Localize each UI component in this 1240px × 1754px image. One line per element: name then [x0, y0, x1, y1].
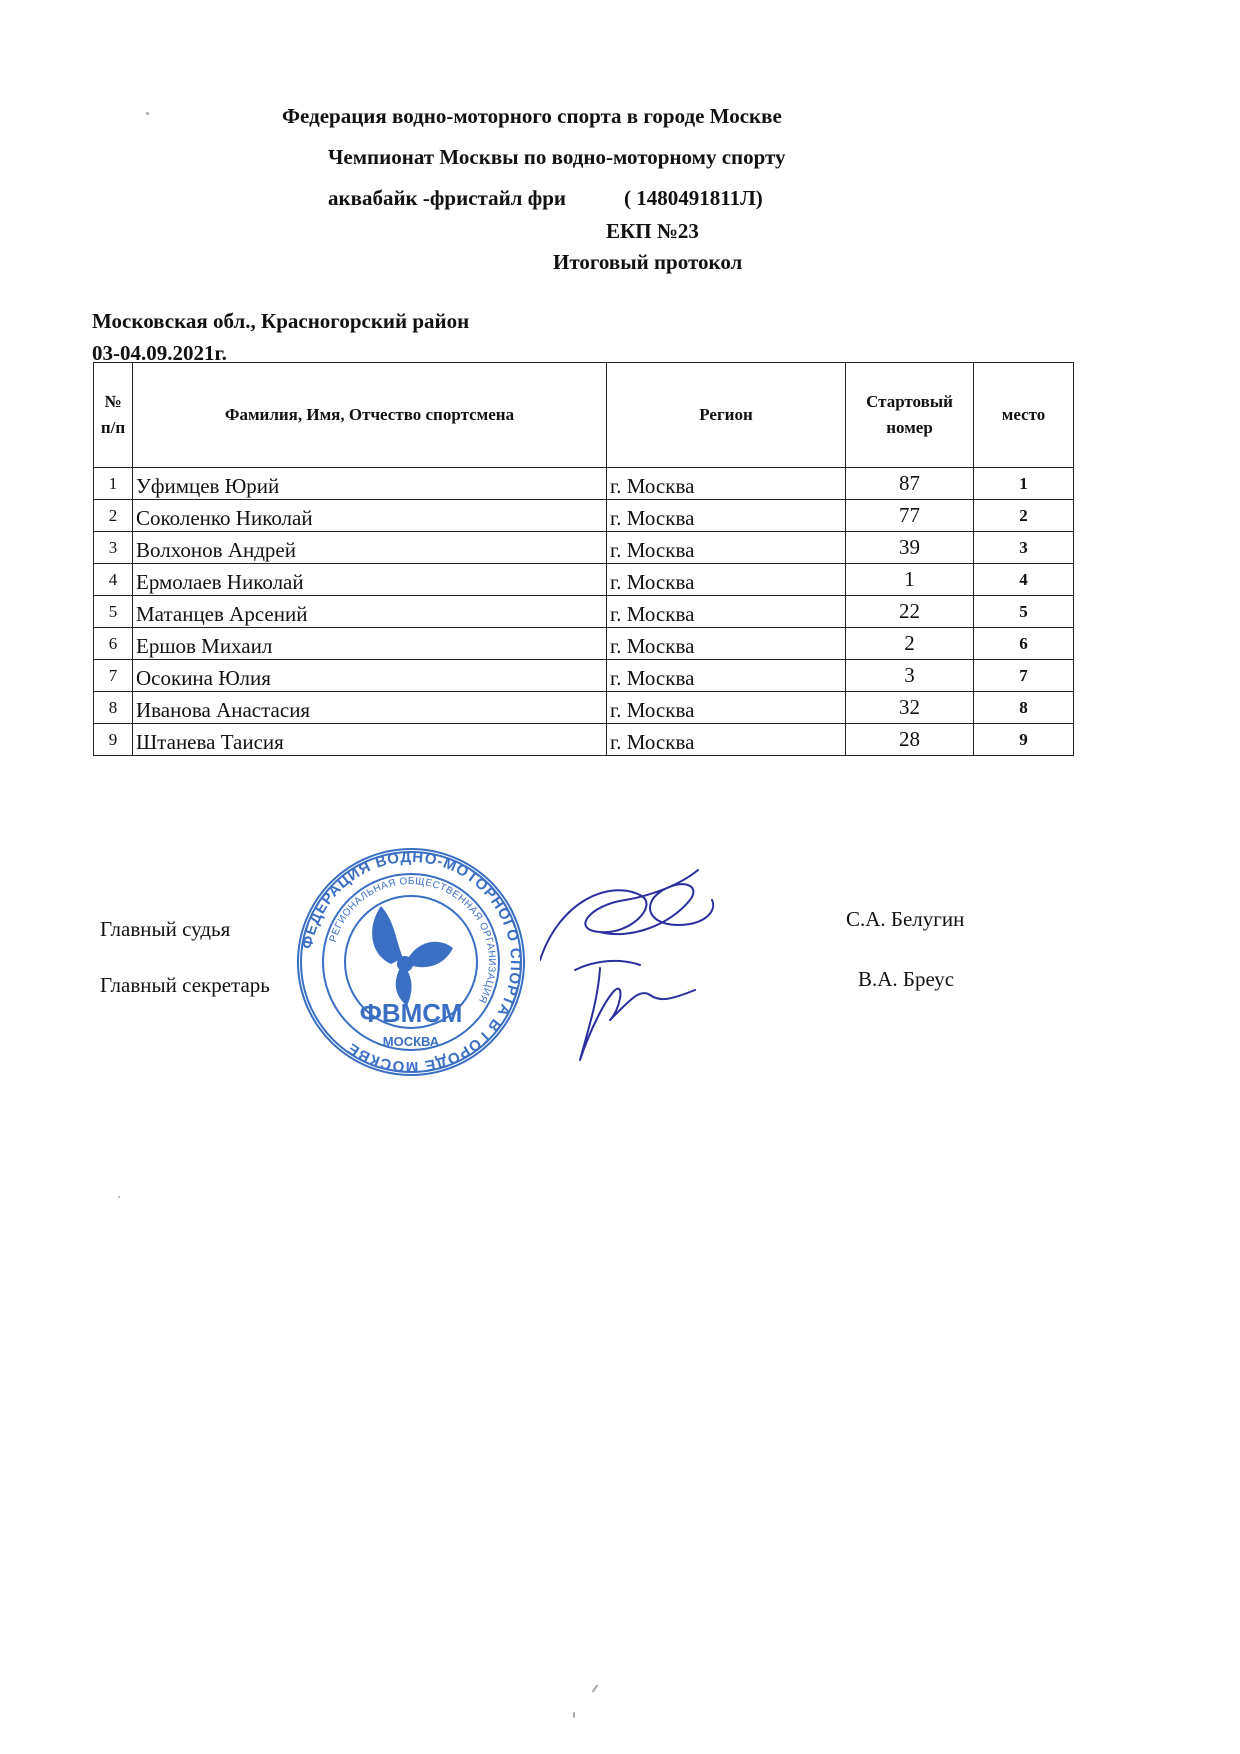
table-row	[94, 468, 1074, 500]
final-place: 7	[974, 660, 1074, 692]
chief-judge-name: С.А. Белугин	[846, 907, 965, 931]
start-number: 28	[846, 724, 974, 756]
start-number: 77	[846, 500, 974, 532]
athlete-name: Иванова Анастасия	[133, 692, 607, 724]
header-num: № п/п	[94, 363, 133, 468]
start-number: 2	[846, 628, 974, 660]
athlete-region: г. Москва	[607, 500, 846, 532]
athlete-region: г. Москва	[607, 628, 846, 660]
row-number: 9	[94, 724, 133, 756]
federation-title: Федерация водно-моторного спорта в городе Москве	[282, 104, 782, 128]
scan-speck	[118, 1196, 120, 1198]
judge-signature	[540, 870, 713, 960]
start-number: 87	[846, 468, 974, 500]
athlete-name: Осокина Юлия	[133, 660, 607, 692]
table-row	[94, 564, 1074, 596]
discipline-line	[328, 186, 763, 211]
table-row	[94, 724, 1074, 756]
document-title: Итоговый протокол	[553, 250, 743, 274]
chief-secretary-label: Главный секретарь	[100, 973, 270, 997]
stamp-city: МОСКВА	[382, 1034, 440, 1049]
results-table	[93, 362, 1074, 756]
start-number: 3	[846, 660, 974, 692]
athlete-region: г. Москва	[607, 596, 846, 628]
athlete-region: г. Москва	[607, 532, 846, 564]
final-place: 1	[974, 468, 1074, 500]
header-start-number: Стартовый номер	[846, 363, 974, 468]
row-number: 8	[94, 692, 133, 724]
stamp-inner-text: РЕГИОНАЛЬНАЯ ОБЩЕСТВЕННАЯ ОРГАНИЗАЦИЯ	[327, 875, 498, 1005]
handwritten-signatures	[540, 860, 720, 1070]
stamp-outer-text: ФЕДЕРАЦИЯ ВОДНО-МОТОРНОГО СПОРТА В ГОРОДЕ МОСКВЕ	[298, 848, 525, 1076]
start-number: 39	[846, 532, 974, 564]
start-number: 32	[846, 692, 974, 724]
header-region: Регион	[607, 363, 846, 468]
row-number: 1	[94, 468, 133, 500]
championship-title: Чемпионат Москвы по водно-моторному спорту	[328, 145, 786, 169]
table-header-row	[94, 363, 1074, 468]
row-number: 4	[94, 564, 133, 596]
athlete-name: Штанева Таисия	[133, 724, 607, 756]
header-name: Фамилия, Имя, Отчество спортсмена	[133, 363, 607, 468]
final-place: 9	[974, 724, 1074, 756]
athlete-name: Матанцев Арсений	[133, 596, 607, 628]
discipline-code: ( 1480491811Л)	[624, 186, 763, 210]
table-row	[94, 500, 1074, 532]
final-place: 6	[974, 628, 1074, 660]
start-number: 1	[846, 564, 974, 596]
row-number: 5	[94, 596, 133, 628]
federation-stamp	[295, 846, 527, 1078]
row-number: 6	[94, 628, 133, 660]
table-row	[94, 692, 1074, 724]
scan-speck	[573, 1712, 575, 1718]
stamp-abbreviation: ФВМСМ	[359, 998, 463, 1028]
discipline-name: аквабайк -фристайл фри	[328, 186, 567, 210]
athlete-name: Уфимцев Юрий	[133, 468, 607, 500]
propeller-icon	[372, 906, 453, 1006]
venue-dates: 03-04.09.2021г.	[92, 341, 227, 365]
final-place: 4	[974, 564, 1074, 596]
athlete-name: Ершов Михаил	[133, 628, 607, 660]
athlete-region: г. Москва	[607, 692, 846, 724]
row-number: 3	[94, 532, 133, 564]
final-place: 2	[974, 500, 1074, 532]
chief-judge-label: Главный судья	[100, 917, 231, 941]
row-number: 7	[94, 660, 133, 692]
athlete-region: г. Москва	[607, 660, 846, 692]
athlete-name: Ермолаев Николай	[133, 564, 607, 596]
final-place: 8	[974, 692, 1074, 724]
table-row	[94, 660, 1074, 692]
table-row	[94, 532, 1074, 564]
chief-secretary-name: В.А. Бреус	[858, 967, 955, 991]
scan-speck	[146, 112, 149, 115]
final-place: 5	[974, 596, 1074, 628]
scan-speck	[592, 1684, 599, 1693]
ekp-number: ЕКП №23	[606, 219, 699, 243]
athlete-region: г. Москва	[607, 564, 846, 596]
venue-location: Московская обл., Красногорский район	[92, 309, 470, 333]
athlete-region: г. Москва	[607, 468, 846, 500]
header-place: место	[974, 363, 1074, 468]
final-place: 3	[974, 532, 1074, 564]
table-row	[94, 596, 1074, 628]
athlete-region: г. Москва	[607, 724, 846, 756]
athlete-name: Волхонов Андрей	[133, 532, 607, 564]
secretary-signature	[575, 961, 695, 1060]
row-number: 2	[94, 500, 133, 532]
table-row	[94, 628, 1074, 660]
athlete-name: Соколенко Николай	[133, 500, 607, 532]
start-number: 22	[846, 596, 974, 628]
